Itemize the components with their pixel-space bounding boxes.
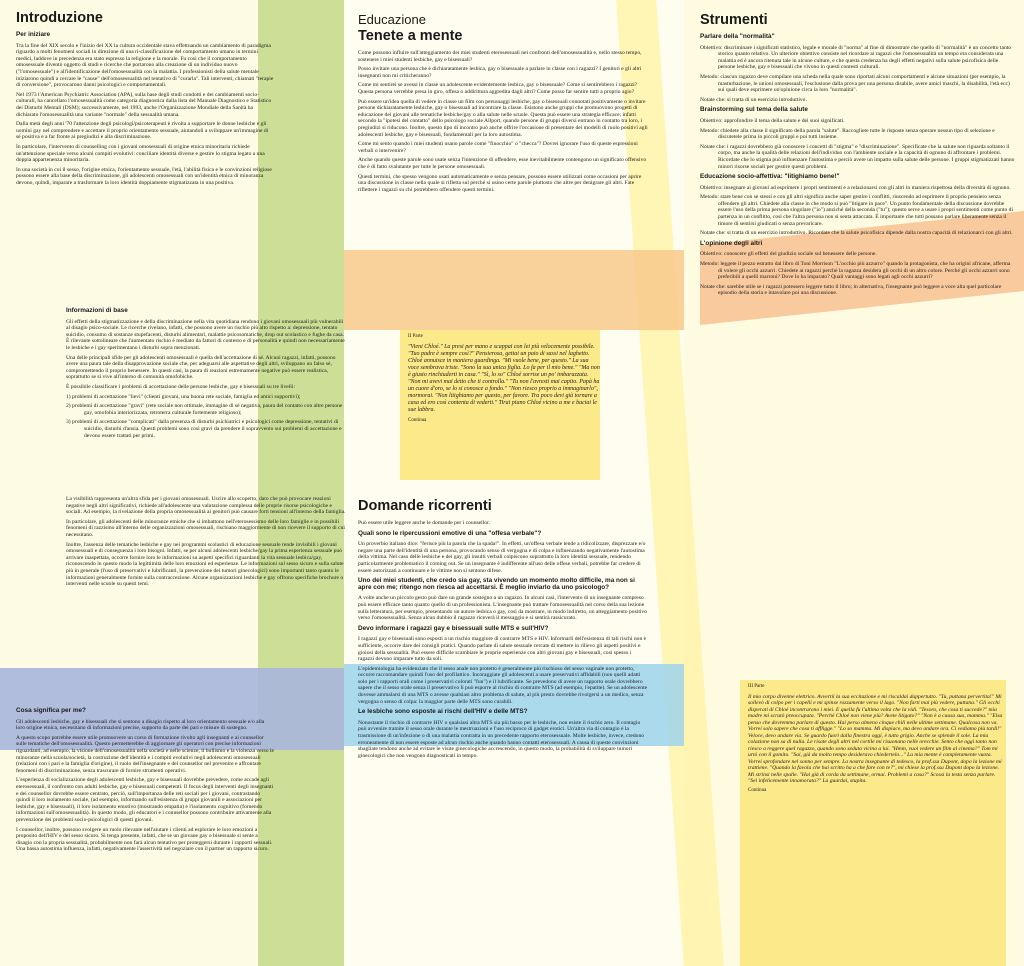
paragraph: Può essere utile leggere anche le domande per i counsellor. [358,520,491,526]
tool-method: Metodo: chiedete alla classe il significato della parola "salute". Raccogliete tutte le risposte senza operare nessun tipo di selezione e discutetele prima in piccoli gruppi e poi tutti insieme. [700,127,995,141]
continua-label: Continua [408,417,427,423]
paragraph: I counsellor, inoltre, possono svolgere un ruolo rilevante nell'aiutare i clienti ad esplorare le loro emozioni a proposito dell'HIV e del sesso sicuro. Si tenga presente, infatti, che se un giovane gay o bisessuale si sente a disagio con la propria sessualità, probabilmente non farà alcun tentativo per proteggersi durante i rapporti sessuali. Una bassa autostima influenza, infatti, negativamente l'assertività nel negoziare con il partner un rapporto sicuro. [16,826,273,853]
paragraph: Come mi sentirei se avessi in classe un adolescente evidentemente lesbica, gay o bisessuale? Come si sentirebbero i ragazzi? Questa persona verrebbe presa in giro, offesa o addirittura aggredita dagli altri? Come posso far sentire tutti a proprio agio? [358,82,638,95]
paragraph: Può essere un'idea quella di vedere in classe un film con personaggi lesbiche, gay o bisessuali connotati positivamente o invitare persone dichiaratamente lesbiche, gay o bisessuali ad incontrare la classe. Esistono anche gruppi che promuovono progetti di educazione dei giovani alle tematiche lesbiche/gay o alla salute nelle scuole. Questa può essere una strategia efficace; infatti secondo la "ipotesi del contatto" dello psicologo sociale Allport, quando persone di gruppi diversi entrano in contatto tra loro, i pregiudizi si riducono. Inoltre, questo tipo di incontro può anche offrire l'occasione di presentare dei modelli di ruolo positivi agli adolescenti lesbiche, gay e bisessuali, fondamentali per la loro autostima. [358,98,648,138]
tool-heading: Parlare della "normalità" [700,33,775,40]
faq-answer: A volte anche un piccolo gesto può dare un grande sostegno a un ragazzo. In alcuni casi, l'intervento di un insegnante compreso può essere efficace tanto quanto quello di un professionista. L'insegnante può trattare l'omosessualità nel corso della sua lezione sulla letteratura, per esempio, presentando un autore lesbica o gay, così da mostrare, in modo indiretto, un atteggiamento positivo verso l'omosessualità. Senza alcun dubbio il ragazzo riceverà il messaggio e si sentirà rassicurato. [358,595,648,622]
faq-question: Quali sono le ripercussioni emotive di una "offesa verbale"? [358,529,542,537]
faq-answer: L'epidemiologia ha evidenziato che il sesso anale non protetto è generalmente più rischioso del sesso vaginale non protetto, occorre raccomandare quindi l'uso del profilattico. Incoraggiate gli adolescenti a usare preservativi affidabili (non quelli adatti solo per i rapporti orali come i preservativi colorati "fun") e il lubrificante. Se prevedono di avere un rapporto orale dovrebbero sapere che il sesso orale senza il preservativo li può esporre al rischio di contrarre MTS (ad esempio, l'epatite). Se un adolescente dovesse ammalarsi di una MTS o avesse qualsiasi altro problema di salute, al più presto dovrebbe rivolgersi a un medico, senza vergogna o senso di colpa: la maggior parte delle MTS sono curabili. [358,665,648,705]
paragraph: Come possono influire sull'atteggiamento dei miei studenti eterosessuali nei confronti dell'omosessualità e, nello stesso tempo, sostenere i miei studenti lesbiche, gay e bisessuali? [358,50,642,63]
tool-objective: Obiettivo: approfondire il tema della salute e dei suoi significati. [700,117,845,124]
tool-method: Metodo: leggete il pezzo estratto dal libro di Toni Morrison "L'occhio più azzurro" quando la protagonista, che ha origini africane, afferma di volere gli occhi azzurri. Chiedete ai ragazzi perché la ragazza desidera gli occhi di un altro colore. Perché gli occhi azzurri sono preferibili a quelli marroni? Dove lo ha imparato? Quali vantaggi sono legati agli occhi azzurri? [700,261,1011,281]
tool-note: Notate che: si tratta di un esercizio introduttivo. [700,96,807,103]
heading-informazioni-di-base: Informazioni di base [66,307,128,314]
paragraph: Gli effetti della stigmatizzazione e della discriminazione nella vita quotidiana rendono i giovani omosessuali più vulnerabili al disagio psico-sociale. Le ricerche rivelano, infatti, che possono avere un rischio più alto rispetto a: depressione, tentato suicidio, consumo di sostanze stupefacenti, disturbi alimentari, malattie psicosomatiche, drop out scolastico e fughe da casa. È rilevante sottolineare che l'aumentato rischio è mediato da fattori di contesto e di personalità e quindi non necessariamente le lesbiche e i gay sperimentano i disturbi sopra menzionati. [66,318,345,351]
paragraph: Dalla metà degli anni '70 l'attenzione degli psicologi/psicoterapeuti è rivolta a supportare le donne lesbiche e gli uomini gay nel comprendere e accettare il proprio orientamento sessuale, aiutandoli a sviluppare un'immagine di sé positiva e a far fronte ai pregiudizi e alla discriminazione. [16,121,269,141]
continua-label: Continua [748,787,767,793]
left-column-bottom [16,704,274,856]
page-title-strumenti: Strumenti [700,12,768,28]
tool-note: Notate che: sarebbe utile se i ragazzi potessero leggere tutto il libro; in alternativa, l'insegnante può leggere a voce alta quel particolare episodio della storia e intavolare poi una discussione. [700,283,1002,297]
story-text: Il mio corpo divenne elettrico. Avvertii la sua eccitazione e mi riscaldai dappertutto. "Tu, puttana pervertita!" Mi sollevò di colpo per i capelli e mi spinse rozzamente verso il lago. "Non farti mai più vedere, puttana." Gli occhi disperati di Chloé incontrarono i miei. E quella fu l'ultima volta che la vidi. "Tesoro, che cosa ti succede?" mia madre mi scrutò preoccupata. "Perché Chloé non viene più? Avete litigato?" "Non è a causa sua, mamma." "Elsa penso che dovremmo parlare di questo. Hai perso almeno cinque chili nelle ultime settimane. Qualcosa non va. Vorrei solo sapere che cosa ti affligge." "Lo so mamma. Mi dispiace, ma devo andare ora. Ci vediamo più tardi!" Veloce, devo andare via. Se guardo fuori dalla finestra oggi, è tutto grigio. Anche se splende il sole. La mia colazione non sa di nulla. Le risate degli altri nel cortile mi risuonano nelle orecchie. Sento che oggi tanto non riesco a reggere quel ragazzo, quando sono seduta vicino a lui. "Hmm, vuoi vedere un film al cinema?" Tom mi urtò con il gomito. "Sai, già da molto tempo desideravo chiedertelo..." La mia mente è completamente vuota. Vorrei sprofondare nel sonno per sempre. La nostra insegnante di tedesco, la prof.ssa Dupont, dopo la lezione mi trattiene. "Quando la favola che hai scritto ha a che fare con te?", mi chiese la prof.ssa Dupont dopo la lezione. Mi strinsi nelle spalle. "Hai già di corda da settimane, ormai. Problemi a casa?" Scossi la testa senza parlare. "Sei infelicemente innamorata?" La guardai, stupita. [748,693,1003,785]
faq-answer: Un proverbio italiano dice: "ferisce più la parola che la spada!". In effetti, un'offesa verbale tende a ridicolizzare, disprezzare e/o negare una parte dell'identità di una persona, provocando senso di vergogna e di colpa e influenzando negativamente l'autostima della vittima. Nel caso delle lesbiche e dei gay, gli insulti verbali colpiscono soprattutto la loro identità sessuale, rendendo particolarmente problematico il coming out. Se un insegnante è indifferente all'uso delle offese verbali, potrebbe far credere di essere autorizzati a continuare e le vittime non si sentono difese. [358,541,646,574]
right-column-top [700,12,1015,300]
tool-note: Notate che: i ragazzi dovrebbero già conoscere i concetti di "stigma" e "discriminazione". Specificate che la salute non riguarda soltanto il corpo, ma anche la qualità delle relazioni dell'individuo con l'ambiente sociale e la capacità di ognuno di affrontare i problemi. Ricordate che lo stigma può influenzare l'autostima e perciò avere un impatto sulla salute delle persone. I gruppi stigmatizzati hanno minori risorse sociali per gestire questi problemi. [700,143,1015,170]
paragraph: Questi termini, che spesso vengono usati automaticamente e senza pensare, possono essere utilizzati come occasioni per aprire una discussione in classe nella quale si rifletta sul perché si usino certe parole piuttosto che altre per denigrare gli altri. Fate riflettere i ragazzi su chi potrebbero offendere questi termini. [358,173,642,193]
faq-question: Le lesbiche sono esposte ai rischi dell'HIV e delle MTS? [358,708,528,716]
paragraph: È possibile classificare i problemi di accettazione delle persone lesbiche, gay e bisessuali su tre livelli: [66,383,295,390]
paragraph: La visibilità rappresenta un'altra sfida per i giovani omosessuali. Uscire allo scoperto, dato che può provocare reazioni negative negli altri significativi, richiede all'adolescente una valutazione complessa delle proprie risorse psicologiche e sociali. Ad esempio, la rivelazione della propria omosessualità ai genitori può causare forti tensioni all'interno della famiglia. [66,496,346,516]
story-part-2 [408,334,600,427]
tool-method: Metodo: ciascun ragazzo deve compilare una scheda nella quale sono riportati alcuni comportamenti e alcune situazioni (per esempio, la masturbazione, le unioni omosessuali, l'esclusione dalla prova per una persona disabile, avere amici maschi, la disabilità, l'età ecc) sui quali deve esprimere un'opinione circa la loro "normalità". [700,73,1010,94]
paragraph: Una delle principali sfide per gli adolescenti omosessuali è quella dell'accettazione di sé. Alcuni ragazzi, infatti, possono avere una paura tale della disapprovazione sociale che, per adeguarsi alle aspettative degli altri, sviluppano un falso sé, compromettendo il proprio benessere. In questi casi, la paura di reazioni estremamente negative può essere realistica, soprattutto se si vive all'interno di comunità omofobiche. [66,354,336,381]
tool-method: Metodo: stare bene con se stessi e con gli altri significa anche saper gestire i conflitti, riuscendo ad esprimere il proprio pensiero senza offendere gli altri. Chiedete alla classe in che modo si può "litigare in pace". Un punto fondamentale della discussione dovrebbe essere l'uso della prima persona singolare ("io") anziché della seconda ("tu"); questo serve a usare i propri sentimenti come punto di partenza in un conflitto, così che l'altra persona non si senta attaccata. È importante che tutti possano parlare liberamente senza il timore di sentirsi giudicati o senza prevaricare. [700,194,1014,227]
list-item: 2) problemi di accettazione "gravi" (rete sociale non ottimale, immagine di sé negativa, paura del contatto con altre persone gay, omofobia interiorizzata, retroterra culturale fortemente religioso); [66,403,343,416]
tool-objective: Obiettivo: insegnare ai giovani ad esprimere i propri sentimenti e a relazionarsi con gli altri in maniera rispettosa della diversità di ognuno. [700,184,1011,191]
faq-question: Devo informare i ragazzi gay e bisessuali sulle MTS e sull'HIV? [358,624,549,632]
paragraph: Gli adolescenti lesbiche, gay e bisessuali che si sentono a disagio rispetto al loro orientamento sessuale e/o alla loro origine etnica, necessitano di informazioni precise, supporto da parte dei pari e misure di sostegno. [16,718,265,732]
heading-cosa-significa: Cosa significa per me? [16,707,86,714]
paragraph: L'esperienza di socializzazione degli adolescenti lesbiche, gay e bisessuali dovrebbe prevedere, come accade agli eterosessuali, il confronto con adulti lesbiche, gay e bisessuali competenti. Il focus degli interventi degli insegnanti e dei counsellor dovrebbe essere centrato, perciò, sull'importanza delle reti sociali per i giovani, contrastando quindi il loro isolamento sociale, (ad esempio, informando sull'esistenza di gruppi giovanili e associazioni per lesbiche, gay e bisessuali), il loro isolamento emotivo (mostrando empatia) e l'isolamento cognitivo (fornendo informazioni sull'omosessualità). In questo modo, gli educatori e i counsellor possono contribuire attivamente alla prevenzione dei problemi socio-psicologici di questi giovani. [16,777,274,823]
paragraph: Come mi sento quando i miei studenti usano parole come "finocchio" o "checca"? Dovrei ignorare l'uso di queste espressioni verbali o intervenire? [358,141,638,154]
tool-note: Notate che: si tratta di un esercizio introduttivo. Ricordate che la salute psicofisica dipende dalla nostra capacità di relazionarci con gli altri. [700,230,1013,237]
paragraph: Nel 1973 l'American Psychiatric Association (APA), sulla base degli studi condotti e dei cambiamenti socio-culturali, ha cancellato l'omosessualità come categoria diagnostica dalla lista del Manuale Diagnostico e Statistico dei Disturbi Mentali (DSM); successivamente, nel 1993, anche l'Organizzazione Mondiale della Sanità ha dichiarato l'omosessualità una variante "normale" della sessualità umana. [16,91,272,118]
list-item: 3) problemi di accettazione "complicati" dalla presenza di disturbi psichiatrici e psicologici come depressione, tentativi di suicidio, disturbi d'ansia. Questi problemi sono così gravi da prendere il sopravvento sui problemi di accettazione e devono essere trattati per primi. [66,419,342,439]
paragraph: In una società in cui il sesso, l'origine etnica, l'orientamento sessuale, l'età, l'abilità fisica e le convinzioni religiose possono essere alla base della discriminazione, gli adolescenti omosessuali con un'identità etnica di minoranza devono, quindi, imparare a trasformare la loro identità doppiamente stigmatizzata in una positiva. [16,166,272,186]
paragraph: In particolare, gli adolescenti delle minoranze etniche che si imbattono nell'eterosessismo delle loro famiglie e in possibili fenomeni di razzismo all'interno delle organizzazioni omosessuali, rischiano maggiormente di non ricevere il supporto di cui necessitano. [66,518,345,538]
tool-objective: Obiettivo: conoscere gli effetti del giudizio sociale sul benessere delle persone. [700,251,877,258]
paragraph: Tra la fine del XIX secolo e l'inizio del XX la cultura occidentale stava effettuando un cambiamento di paradigma riguardo a molti fenomeni sociali in direzione di una ri-classificazione del comportamento umano in termini medici, laddove in precedenza era stato espresso la religione e la morale. Fu così che il comportamento omosessuale diventò oggetto di studi e ricerche che portarono alla creazione di un individuo nuovo ("l'omosessuale") e all'identificazione dell'omosessualità con la malattia. I professionisti della salute mentale iniziarono quindi a cercare le "cause" dell'omosessualità nel tentativo di "curarla". Tali interventi, chiamati "terapie di conversione", provocarono danni psicologici e comportamentali. [16,42,274,89]
paragraph: In particolare, l'intervento di counselling con i giovani omosessuali di origine etnica minoritaria richiede un'attenzione speciale verso alcuni compiti evolutivi: conciliare identità diverse e gestire lo stigma legato a una doppia appartenenza minoritaria. [16,143,265,164]
paragraph: Anche quando queste parole sono usate senza l'intenzione di offendere, esse inevitabilmente contengono un significato offensivo che è di fatto svalutante per tutte le persone omosessuali. [358,157,647,170]
story-label: III Parte [748,684,765,689]
page-title-introduzione: Introduzione [16,10,103,26]
faq-answer: Nonostante il rischio di contrarre HIV o qualsiasi altra MTS sia più basso per le lesbiche, non esiste il rischio zero. Il contagio può avvenire tramite il sesso orale durante le mestruazioni e l'uso reciproco di gadget erotici. Un'altra via di contagio è la trasmissione di un'infezione o di una malattia contratta in un precedente rapporto eterosessuale. Molte lesbiche, invece, credono erroneamente di non essere esposte ad alcun rischio anche quando hanno contatti eterosessuali. A causa di queste convinzioni sbagliate tendono anche ad evitare le visite ginecologiche accrescendo, in questo modo, la probabilità di sviluppare tumori ginecologici che non vengono diagnosticati in tempo. [358,719,645,759]
tool-objective: Obiettivo: discriminare i significati statistico, legale e morale di "norma" al fine di dimostrare che quello di "normalità" è un concetto tanto storico quanto relativo. Un ulteriore obiettivo consiste nel ricordare ai ragazzi che l'omosessualità un tempo era considerata una malattia ed è ancora ritenuta tale in alcune culture, e che questa credenza ha degli effetti negativi sulla salute psicofisica delle persone lesbiche, gay e bisessuali che vivono in questi contesti culturali. [700,44,1012,71]
paragraph: A questo scopo potrebbe essere utile promuovere un corso di formazione rivolto agli insegnanti e ai counsellor sulle tematiche dell'omosessualità. Questo permetterebbe di aggiornare gli operatori con precise informazioni riguardanti, ad esempio, la visione dell'omosessualità nella società e nelle scienze, il bullismo e la violenza verso le minoranze nella scuola/società, la costruzione dell'identità e i compiti evolutivi negli adolescenti omosessuali (relazioni con i pari e la famiglia d'origine), il ruolo dell'insegnante e del counsellor nel prevenire e affrontare fenomeni di discriminazione, senza trascurare di fornire strumenti operativi. [16,734,274,774]
middle-column-top [358,12,648,196]
story-part-3 [748,684,1004,797]
left-column-visibility [66,496,346,591]
faq-answer: I ragazzi gay e bisessuali sono esposti a un rischio maggiore di contrarre MTS e HIV. Informarli dell'esistenza di tali rischi non è sufficiente, occorre dare dei consigli pratici. Quando parlate di salute sessuale cercate di mettere in rilievo gli aspetti positivi e gioiosi della sessualità. Può essere difficile scambiare le proprie esperienze con altri giovani gay e bisessuali, così spesso i ragazzi devono imparare tutto da soli. [358,636,647,663]
heading-per-iniziare: Per iniziare [16,31,51,38]
page-title-domande-ricorrenti: Domande ricorrenti [358,498,492,514]
story-text: "Vieni Chloé." La presi per mano e scappai con lei più velocemente possibile. "Tuo padre è sempre così?" Pensierosa, gettai un paio di sassi nel laghetto. Chloé annuisce in maniera guardinga. "Mi vuole bene, per questo." La sua voce sembrava triste. "Sono la sua unica figlia. Lo fa per il mio bene." "Ma non è giusto rinchiuderti in casa." "Sì, lo so" Chloé sorrise un po' imbarazzata. "Non mi avevi mai detto che ti controlla." "Tu non l'avresti mai capito. Papà ha un cuore d'oro, se lo si conosce a fondo." "Non riesco proprio a immaginarlo", mormorai. "Non litighiamo per questo, per favore. Tra poco devi già tornare a casa ed ero così contenta di vederti." Tirai piano Chloé vicino a me e baciai le sue labbra. [408,343,600,414]
paragraph: Posso invitare una persona che è dichiaratamente lesbica, gay o bisessuale a parlare in classe con i ragazzi? I genitori e gli altri insegnanti non mi criticheranno? [358,66,642,79]
list-item: 1) problemi di accettazione "lievi" (clienti giovani, una buona rete sociale, famiglia ed amici supportivi); [66,393,301,400]
orange-band-middle [344,250,684,330]
paragraph: Inoltre, l'assenza delle tematiche lesbiche e gay nei programmi scolastici di educazione sessuale rende invisibili i giovani omosessuali e di conseguenza i loro bisogni. Infatti, se per alcuni adolescenti lesbiche/gay la prima esperienza sessuale può arrivare inaspettata, occorre fornire loro le informazioni su aspetti specifici riguardanti la vita sessuale lesbica/gay, riconoscendo in questo modo la legittimità delle loro emozioni ed esperienze. Le informazioni sul sesso sicuro e sulla salute più in generale (l'uso di preservativi e lubrificanti, la prevenzione dei tumori ginecologici) sono importanti tanto quanto le informazioni generalmente fornite sulla contraccezione. Alcune organizzazioni lesbiche e gay offrono specifiche brochure o interventi nelle scuole su questi temi. [66,541,344,588]
tool-heading: Educazione socio-affettiva: "litighiamo bene!" [700,173,840,181]
story-label: II Parte [408,334,423,339]
left-column-top [16,10,274,189]
tool-heading: Brainstorming sul tema della salute [700,106,808,114]
tool-heading: L'opinione degli altri [700,239,763,247]
left-column-info [66,304,346,442]
middle-column-faq [358,498,648,762]
faq-question: Uno dei miei studenti, che credo sia gay, sta vivendo un momento molto difficile, ma non si apre con me; ritengo non riesca ad accettarsi. È meglio inviarlo da uno psicologo? [358,577,635,591]
page-title-tenete-a-mente: Tenete a mente [358,28,463,44]
section-kicker-educazione: Educazione [358,12,426,27]
